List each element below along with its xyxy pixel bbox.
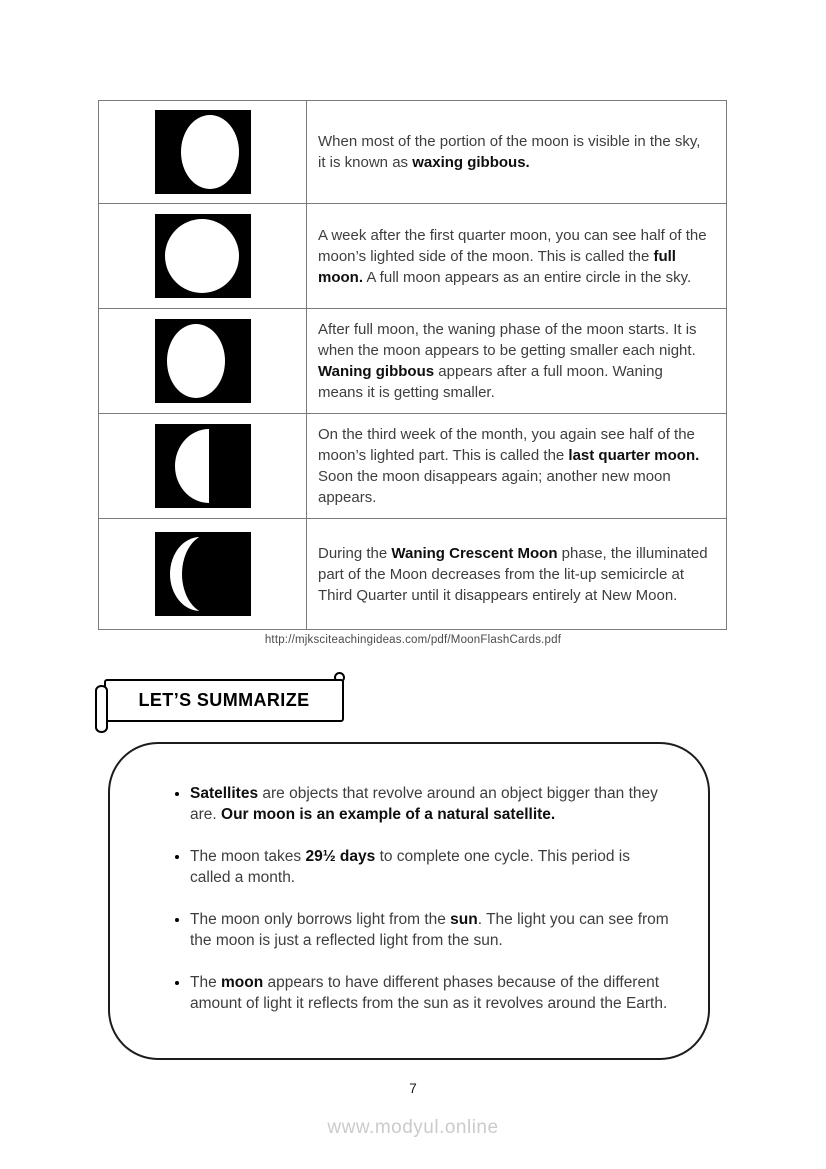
moon-image-cell bbox=[99, 309, 307, 413]
table-row bbox=[99, 413, 726, 518]
phase-description: After full moon, the waning phase of the moon starts. It is when the moon appears to be getting smaller each night. Waning gibbous appears after a full moon. Waning means it is getting smaller. bbox=[318, 321, 697, 401]
summary-box bbox=[108, 742, 710, 1060]
scroll-roll-icon bbox=[95, 685, 108, 733]
phase-description-cell bbox=[307, 101, 726, 203]
banner-title: LET’S SUMMARIZE bbox=[138, 690, 310, 710]
bullet-list bbox=[110, 744, 708, 1014]
phase-description: During the Waning Crescent Moon phase, the illuminated part of the Moon decreases from the lit-up semicircle at Third Quarter until it disappears entirely at New Moon. bbox=[318, 544, 708, 604]
phase-description-cell bbox=[307, 204, 726, 308]
phase-description-cell bbox=[307, 519, 726, 629]
phase-description: When most of the portion of the moon is visible in the sky, it is known as waxing gibbous. bbox=[318, 133, 701, 171]
watermark: www.modyul.online bbox=[327, 1117, 499, 1138]
moon-image-cell bbox=[99, 204, 307, 308]
waxing-gibbous-moon-icon bbox=[155, 110, 251, 194]
phase-description-cell bbox=[307, 309, 726, 413]
moon-image-cell bbox=[99, 519, 307, 629]
moon-phase-table bbox=[98, 100, 727, 630]
bullet-item: • Satellites are objects that revolve around an object bigger than they are. Our moon is an example of a natural satellite. bbox=[190, 783, 674, 825]
table-row bbox=[99, 203, 726, 308]
source-citation: http://mjksciteachingideas.com/pdf/MoonFlashCards.pdf bbox=[264, 634, 562, 646]
waning-crescent-moon-icon bbox=[155, 532, 251, 616]
full-moon-icon bbox=[155, 214, 251, 298]
bullet-item: • The moon only borrows light from the sun. The light you can see from the moon is just a reflected light from the sun. bbox=[190, 909, 674, 951]
lets-summarize-banner bbox=[95, 672, 349, 734]
moon-image-cell bbox=[99, 414, 307, 518]
table-row bbox=[99, 518, 726, 629]
table-row bbox=[99, 101, 726, 203]
banner-body bbox=[104, 679, 344, 722]
page-number: 7 bbox=[409, 1081, 417, 1096]
bullet-item: • The moon takes 29½ days to complete one cycle. This period is called a month. bbox=[190, 846, 674, 888]
moon-image-cell bbox=[99, 101, 307, 203]
table-row bbox=[99, 308, 726, 413]
last-quarter-moon-icon bbox=[155, 424, 251, 508]
waning-gibbous-moon-icon bbox=[155, 319, 251, 403]
phase-description: On the third week of the month, you again see half of the moon’s lighted part. This is called the last quarter moon. Soon the moon disappears again; another new moon appears. bbox=[318, 426, 700, 506]
bullet-item: • The moon appears to have different phases because of the different amount of light it reflects from the sun as it revolves around the Earth. bbox=[190, 972, 674, 1014]
phase-description: A week after the first quarter moon, you can see half of the moon’s lighted side of the moon. This is called the full moon. A full moon appears as an entire circle in the sky. bbox=[318, 226, 707, 286]
phase-description-cell bbox=[307, 414, 726, 518]
